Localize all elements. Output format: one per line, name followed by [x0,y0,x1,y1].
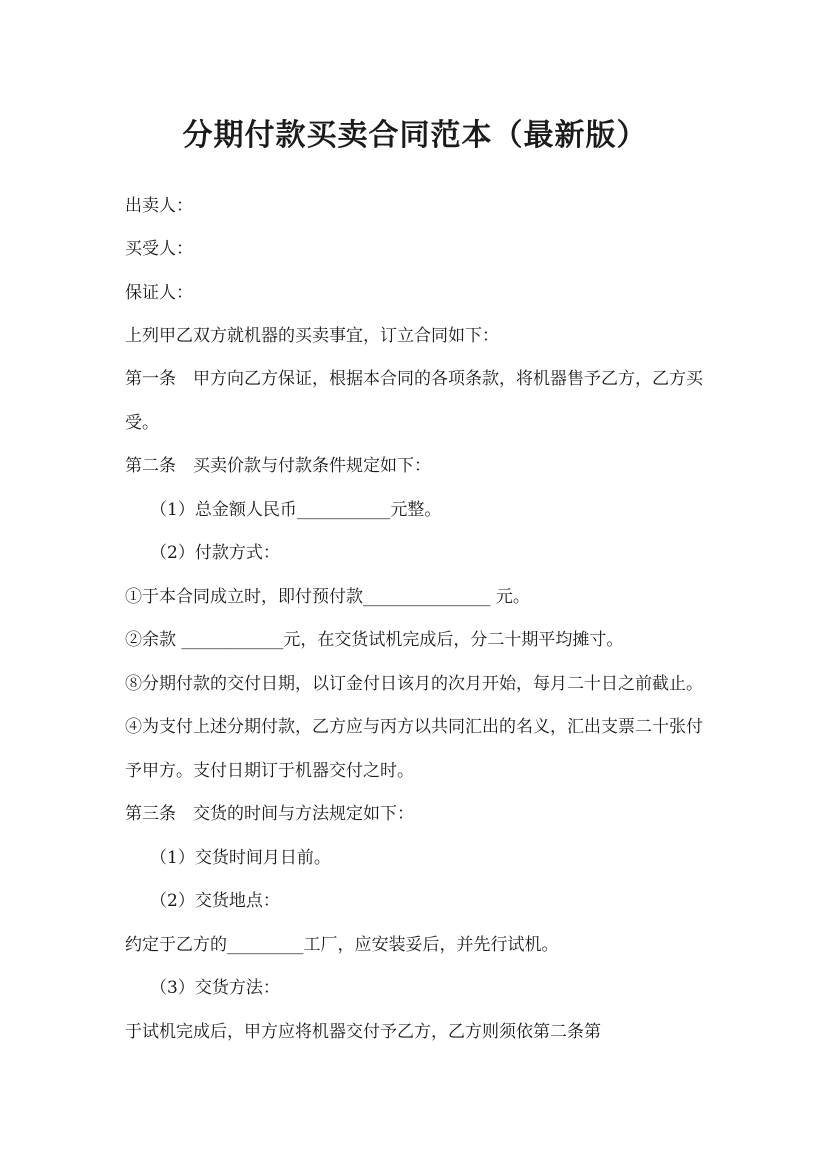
article-3-heading: 第三条 交货的时间与方法规定如下： [125,804,414,824]
document-title: 分期付款买卖合同范本（最新版） [182,118,648,153]
article-2-sub-1: ①于本合同成立时，即付预付款_______________ 元。 [125,587,530,607]
article-3-item-3: （3）交货方法： [150,978,280,998]
article-3-item-1: （1）交货时间月日前。 [150,848,331,868]
preamble-line: 上列甲乙双方就机器的买卖事宜，订立合同如下： [125,326,499,346]
article-2-sub-2: ②余款 ____________元，在交货试机完成后，分二十期平均摊寸。 [125,630,624,650]
article-2-item-1: （1）总金额人民币___________元整。 [150,500,442,520]
article-2-sub-4-line-2: 予甲方。支付日期订于机器交付之时。 [125,761,414,781]
article-2-sub-3: ⑧分期付款的交付日期，以订金付日该月的次月开始，每月二十日之前截止。 [125,674,703,694]
article-3-item-2-detail: 约定于乙方的_________工厂，应安装妥后，并先行试机。 [125,935,559,955]
article-1-line-1: 第一条 甲方向乙方保证，根据本合同的各项条款，将机器售予乙方，乙方买 [125,369,703,389]
article-2-sub-4-line-1: ④为支付上述分期付款，乙方应与丙方以共同汇出的名义，汇出支票二十张付 [125,717,703,737]
article-3-item-3-detail: 于试机完成后，甲方应将机器交付予乙方，乙方则须依第二条第 [125,1022,601,1042]
buyer-line: 买受人： [125,239,193,259]
article-3-item-2: （2）交货地点： [150,891,280,911]
article-2-item-2: （2）付款方式： [150,543,280,563]
seller-line: 出卖人： [125,196,193,216]
guarantor-line: 保证人： [125,283,193,303]
article-2-heading: 第二条 买卖价款与付款条件规定如下： [125,456,431,476]
article-1-line-2: 受。 [125,413,159,433]
